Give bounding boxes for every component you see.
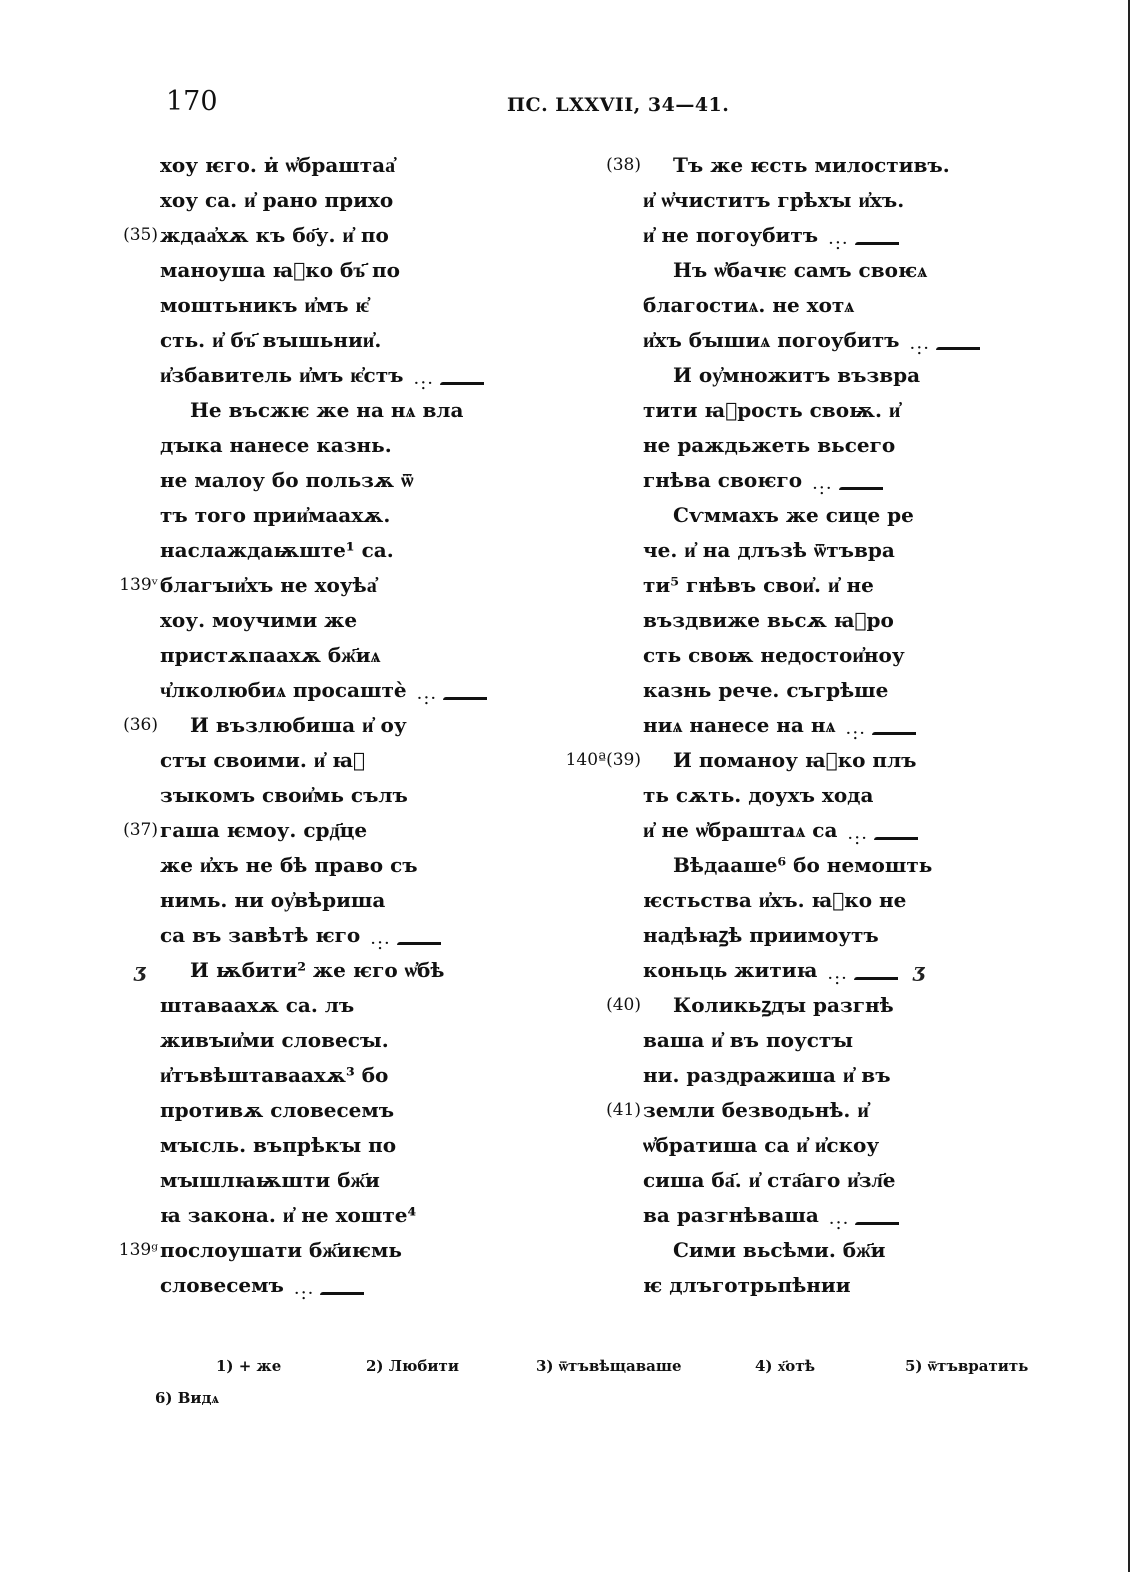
line-text: и҆хъ бꙑшиѧ погоубитъ bbox=[643, 328, 900, 352]
line-text: штаваахѫ са. лъ bbox=[160, 993, 355, 1017]
verse-marker: 140ª(39) bbox=[565, 750, 641, 770]
verse-end-mark bbox=[909, 330, 981, 359]
line-text: И оу҆множитъ възвра bbox=[673, 363, 921, 387]
line-text: хоу. моучими же bbox=[160, 608, 358, 632]
text-line bbox=[643, 918, 1003, 953]
verse-marker: (40) bbox=[606, 995, 641, 1015]
margin-mark: ʒ bbox=[134, 958, 146, 982]
right-column bbox=[565, 148, 1003, 1303]
text-line bbox=[160, 1163, 520, 1198]
line-text: благостиѧ. не хотѧ bbox=[643, 293, 855, 317]
verse-marker: (41) bbox=[606, 1100, 641, 1120]
line-text: са въ завѣтѣ ѥго bbox=[160, 923, 361, 947]
text-line bbox=[160, 743, 520, 778]
line-text: ѥстьства и҆хъ. ꙗ҆ко не bbox=[643, 888, 907, 912]
line-text: не раждьжеть вьсего bbox=[643, 433, 896, 457]
line-text: ни. раздражиша и҆ въ bbox=[643, 1063, 891, 1087]
line-text: зꙑкомъ свои҆мь сълъ bbox=[160, 783, 408, 807]
text-line bbox=[643, 288, 1003, 323]
dots-glyph: ·:· bbox=[828, 232, 849, 254]
line-text: ꙗ закона. и҆ не хоште⁴ bbox=[160, 1203, 417, 1227]
dots-glyph: ·:· bbox=[413, 372, 434, 394]
line-text: ва разгнѣваша bbox=[643, 1203, 819, 1227]
verse-marker: (37) bbox=[123, 820, 158, 840]
line-text: наслаждаѭште¹ са. bbox=[160, 538, 394, 562]
text-line bbox=[643, 638, 1003, 673]
text-line bbox=[160, 1198, 520, 1233]
flourish-stroke bbox=[443, 697, 487, 700]
verse-end-mark bbox=[828, 1205, 900, 1234]
verse-end-mark bbox=[293, 1275, 365, 1304]
flourish-stroke bbox=[397, 942, 441, 945]
line-text: тити ꙗ҆рость своѭ. и҆ bbox=[643, 398, 901, 422]
line-text: надѣꙗꙁѣ приимоутъ bbox=[643, 923, 879, 947]
text-line bbox=[160, 183, 520, 218]
verse-marker: 139ᵛ bbox=[119, 575, 158, 595]
line-text: земли безводьнѣ. и҆ bbox=[643, 1098, 869, 1122]
line-text: и҆ не ѡ҆браштаѧ са bbox=[643, 818, 838, 842]
line-text: маноуша ꙗ҆ко бъ҃ по bbox=[160, 258, 400, 282]
flourish-stroke bbox=[320, 1292, 364, 1295]
text-line bbox=[643, 218, 1003, 253]
line-text: живꙑи҆ми словесꙑ. bbox=[160, 1028, 389, 1052]
flourish-stroke bbox=[874, 837, 918, 840]
line-text: словесемъ bbox=[160, 1273, 284, 1297]
line-text: тъ того прии҆маахѫ. bbox=[160, 503, 391, 527]
line-text: въздвиже вьсѫ ꙗ҆ро bbox=[643, 608, 894, 632]
text-line bbox=[643, 1058, 1003, 1093]
text-line bbox=[160, 498, 520, 533]
text-line bbox=[160, 1023, 520, 1058]
text-line bbox=[160, 358, 520, 393]
dots-glyph: ·:· bbox=[847, 827, 868, 849]
text-line bbox=[643, 813, 1003, 848]
line-text: И поманоу ꙗ҆ко плъ bbox=[673, 748, 917, 772]
line-text: Не въсжѥ же на нѧ вла bbox=[190, 398, 464, 422]
footnotes bbox=[0, 1357, 1140, 1381]
line-text: Сѵммахъ же сице ре bbox=[673, 503, 914, 527]
line-text: же и҆хъ не бѣ право съ bbox=[160, 853, 418, 877]
text-line bbox=[160, 918, 520, 953]
line-text: ниѧ нанесе на нѧ bbox=[643, 713, 836, 737]
line-text: противѫ словесемъ bbox=[160, 1098, 395, 1122]
line-text: Вѣдааше⁶ бо немошть bbox=[673, 853, 933, 877]
line-text: гнѣва своѥго bbox=[643, 468, 803, 492]
flourish-stroke bbox=[872, 732, 916, 735]
verse-marker: (35) bbox=[123, 225, 158, 245]
dots-glyph: ·:· bbox=[909, 337, 931, 359]
text-line bbox=[134, 953, 520, 988]
text-line bbox=[643, 393, 1003, 428]
dots-glyph: ·:· bbox=[845, 722, 866, 744]
text-line bbox=[643, 568, 1003, 603]
text-line bbox=[606, 1093, 1003, 1128]
text-line bbox=[123, 708, 520, 743]
line-text: и҆тъвѣштаваахѫ³ бо bbox=[160, 1063, 389, 1087]
line-text: Коликьꙁдꙑ разгнѣ bbox=[673, 993, 894, 1017]
text-line bbox=[643, 183, 1003, 218]
flourish-stroke bbox=[936, 347, 980, 350]
text-line bbox=[160, 1093, 520, 1128]
text-line bbox=[160, 673, 520, 708]
line-text: мꙑшлꙗѭшти бж҃и bbox=[160, 1168, 380, 1192]
text-line bbox=[643, 883, 1003, 918]
text-line bbox=[160, 1128, 520, 1163]
footnote-1: 1) + же bbox=[216, 1357, 282, 1375]
text-line bbox=[643, 1233, 1003, 1268]
dots-glyph: ·:· bbox=[293, 1282, 315, 1304]
text-line bbox=[160, 638, 520, 673]
verse-end-mark bbox=[413, 365, 484, 394]
text-line bbox=[643, 323, 1003, 358]
page-edge-line bbox=[1128, 0, 1130, 1572]
verse-end-mark bbox=[416, 680, 488, 709]
line-text: и҆ не погоубитъ bbox=[643, 223, 819, 247]
text-line bbox=[160, 533, 520, 568]
text-line bbox=[643, 463, 1003, 498]
verse-end-mark bbox=[847, 820, 918, 849]
text-line bbox=[160, 393, 520, 428]
text-line bbox=[643, 848, 1003, 883]
line-text: ч҆лколюбиѧ просаштѐ bbox=[160, 678, 407, 702]
text-line bbox=[123, 218, 520, 253]
dots-glyph: ·:· bbox=[827, 967, 848, 989]
running-head: ПС. LXXVII, 34—41. bbox=[507, 94, 730, 116]
verse-marker: 139ᵍ bbox=[118, 1240, 158, 1260]
text-line bbox=[160, 988, 520, 1023]
verse-marker: (36) bbox=[123, 715, 158, 735]
verse-end-mark bbox=[845, 715, 916, 744]
text-line bbox=[160, 323, 520, 358]
text-line bbox=[160, 148, 520, 183]
line-text: гаша ѥмоу. срд҃це bbox=[160, 818, 368, 842]
text-line bbox=[643, 1268, 1003, 1303]
text-line bbox=[160, 848, 520, 883]
text-line bbox=[123, 813, 520, 848]
text-line bbox=[118, 1233, 520, 1268]
text-line bbox=[643, 253, 1003, 288]
line-text: не малоу бо пользѫ ѿ bbox=[160, 468, 414, 492]
line-text: дꙑка нанесе казнь. bbox=[160, 433, 392, 457]
text-line bbox=[643, 778, 1003, 813]
text-line bbox=[643, 533, 1003, 568]
line-text: благꙑи҆хъ не хоуѣа҆ bbox=[160, 573, 377, 597]
text-line bbox=[119, 568, 520, 603]
text-line bbox=[643, 673, 1003, 708]
line-text: И възлюбиша и҆ оу bbox=[190, 713, 407, 737]
line-text: че. и҆ на длъзѣ ѿтъвра bbox=[643, 538, 895, 562]
line-text: ждаа҆хѫ къ бо҃у. и҆ по bbox=[160, 223, 389, 247]
line-text: сиша ба҃. и҆ ста҃аго и҆зл҃е bbox=[643, 1168, 896, 1192]
text-line bbox=[643, 953, 1003, 988]
text-line bbox=[643, 498, 1003, 533]
text-line bbox=[160, 883, 520, 918]
line-text: ти⁵ гнѣвъ свои҆. и҆ не bbox=[643, 573, 874, 597]
verse-end-mark bbox=[828, 225, 899, 254]
text-line bbox=[643, 1198, 1003, 1233]
page-number: 170 bbox=[166, 86, 218, 117]
line-text: Сими вьсѣми. бж҃и bbox=[673, 1238, 886, 1262]
line-text: нимь. ни оу҆вѣриша bbox=[160, 888, 386, 912]
text-line bbox=[643, 708, 1003, 743]
line-text: хоу са. и҆ рано прихо bbox=[160, 188, 394, 212]
margin-mark: ʒ bbox=[913, 958, 925, 982]
text-line bbox=[160, 428, 520, 463]
flourish-stroke bbox=[855, 242, 899, 245]
text-line bbox=[565, 743, 1003, 778]
flourish-stroke bbox=[440, 382, 484, 385]
line-text: Нъ ѡ҆бачѥ самъ своѥѧ bbox=[673, 258, 928, 282]
line-text: хоу ѥго. и̇ ѡ҆браштаа҆ bbox=[160, 153, 396, 177]
text-line bbox=[160, 1268, 520, 1303]
flourish-stroke bbox=[854, 977, 898, 980]
line-text: и҆збавитель и҆мъ ѥ҆стъ bbox=[160, 363, 404, 387]
verse-end-mark bbox=[812, 470, 883, 499]
line-text: сть своѭ недостои҆ноу bbox=[643, 643, 905, 667]
text-line bbox=[643, 1163, 1003, 1198]
line-text: ѡ҆братиша са и҆ и҆скоу bbox=[643, 1133, 880, 1157]
flourish-stroke bbox=[839, 487, 883, 490]
text-line bbox=[643, 1128, 1003, 1163]
text-line bbox=[160, 603, 520, 638]
dots-glyph: ·:· bbox=[416, 687, 438, 709]
text-line bbox=[643, 358, 1003, 393]
footnote-2: 2) Любити bbox=[366, 1357, 459, 1375]
text-line bbox=[606, 148, 1003, 183]
text-line bbox=[160, 463, 520, 498]
footnote-3: 3) ѿтъвѣщаваше bbox=[536, 1357, 682, 1375]
text-line bbox=[160, 778, 520, 813]
verse-end-mark bbox=[370, 925, 441, 954]
footnote-4: 4) х҃отѣ bbox=[755, 1357, 816, 1375]
dots-glyph: ·:· bbox=[828, 1212, 850, 1234]
flourish-stroke bbox=[855, 1222, 899, 1225]
line-text: стꙑ своими. и҆ ꙗ҆ bbox=[160, 748, 366, 772]
line-text: мꙑсль. въпрѣкꙑ по bbox=[160, 1133, 397, 1157]
line-text: моштьникъ и҆мъ ѥ҆ bbox=[160, 293, 369, 317]
text-line bbox=[160, 288, 520, 323]
footnote-5: 5) ѿтъвратить bbox=[905, 1357, 1029, 1375]
line-text: сть. и҆ бъ҃ вꙑшьнии҆. bbox=[160, 328, 382, 352]
line-text: пристѫпаахѫ бж҃иѧ bbox=[160, 643, 381, 667]
line-text: И ѭбити² же ѥго ѡ҆бѣ bbox=[190, 958, 445, 982]
text-line bbox=[160, 253, 520, 288]
line-text: ваша и҆ въ поустꙑ bbox=[643, 1028, 854, 1052]
left-column bbox=[118, 148, 520, 1304]
text-line bbox=[643, 1023, 1003, 1058]
verse-end-mark bbox=[827, 960, 898, 989]
text-line bbox=[160, 1058, 520, 1093]
line-text: послоушати бж҃иѥмь bbox=[160, 1238, 402, 1262]
line-text: ѥ длъготрьпѣнии bbox=[643, 1273, 851, 1297]
footnote-6: 6) Видѧ bbox=[155, 1389, 220, 1407]
line-text: ть сѫть. доухъ хода bbox=[643, 783, 874, 807]
text-line bbox=[606, 988, 1003, 1023]
line-text: казнь рече. съгрѣше bbox=[643, 678, 889, 702]
dots-glyph: ·:· bbox=[812, 477, 833, 499]
line-text: коньць житиꙗ bbox=[643, 958, 818, 982]
verse-marker: (38) bbox=[606, 155, 641, 175]
text-line bbox=[643, 428, 1003, 463]
dots-glyph: ·:· bbox=[370, 932, 391, 954]
text-line bbox=[643, 603, 1003, 638]
line-text: Тъ же ѥсть милостивъ. bbox=[673, 153, 950, 177]
line-text: и҆ ѡ҆чиститъ грѣхꙑ и҆хъ. bbox=[643, 188, 905, 212]
